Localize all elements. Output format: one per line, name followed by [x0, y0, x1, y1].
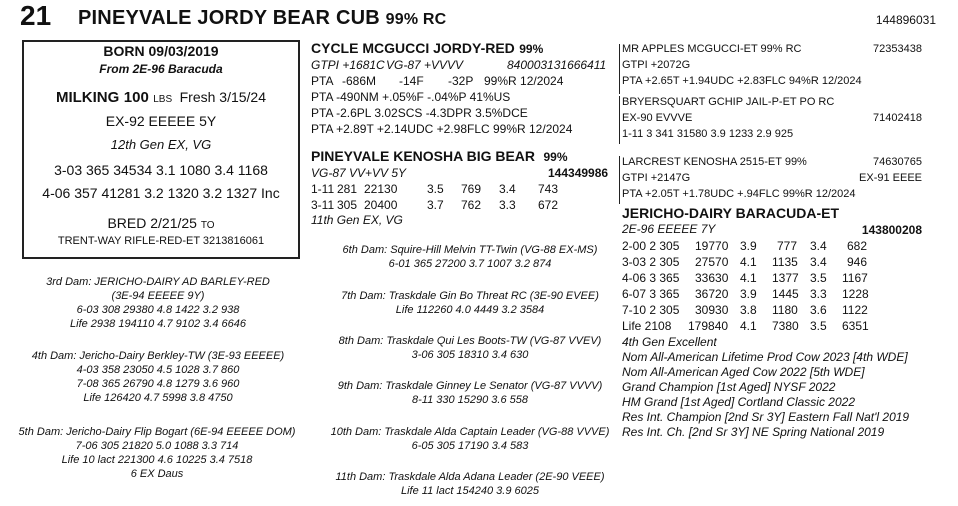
- dam-line: 3-06 305 18310 3.4 630: [411, 349, 529, 361]
- rec-age: Life 2108: [622, 319, 672, 333]
- pta-label: PTA: [311, 74, 334, 88]
- honor-line: Nom All-American Aged Cow 2022 [5th WDE]: [622, 365, 865, 379]
- dam-dam-honors: [622, 335, 909, 440]
- rec-days: 305: [337, 198, 358, 212]
- dam-dam-class: 2E-96 EEEEE 7Y: [622, 222, 716, 236]
- rec-fat: 7380: [772, 319, 799, 333]
- honor-line: HM Grand [1st Aged] Cortland Classic 2022: [622, 395, 855, 409]
- dam-line: 6-03 308 29380 4.8 1422 3.2 938: [76, 304, 240, 316]
- dam-line: 10th Dam: Traskdale Alda Captain Leader (VG-88 VVVE): [330, 426, 610, 438]
- sire-name-line: [311, 40, 543, 58]
- ninth-dam: [320, 379, 620, 407]
- rec-age: 1-11: [311, 182, 335, 196]
- rec-milk: 36720: [695, 287, 729, 301]
- dam-dam-records: [622, 239, 942, 335]
- sire-gtpi: GTPI +1681C: [311, 58, 385, 72]
- from-dam: From 2E-96 Baracuda: [99, 62, 223, 76]
- rec-fat: 777: [777, 239, 798, 253]
- bred-sire: TRENT-WAY RIFLE-RED-ET 3213816061: [57, 235, 265, 247]
- rec-age: 3-11: [311, 198, 335, 212]
- dam-line: Life 112260 4.0 4449 3.2 3584: [395, 304, 545, 316]
- sire-sire-pta: PTA +2.65T +1.94UDC +2.83FLC 94%R 12/2024: [622, 75, 862, 87]
- bracket-line: [619, 156, 620, 204]
- cow-reg-number: 144896031: [875, 13, 936, 27]
- dam-line: 4-03 358 23050 4.5 1028 3.7 860: [76, 364, 240, 376]
- fourth-dam: [8, 349, 308, 405]
- rec-prot: 946: [847, 255, 868, 269]
- dam-sire-reg: 74630765: [873, 156, 922, 168]
- rec-age: 3-03 2 305: [622, 255, 680, 269]
- dam-line: Life 10 lact 221300 4.6 10225 3.4 7518: [61, 454, 253, 466]
- rec-fat: 1135: [772, 255, 798, 269]
- rec-prot: 1228: [842, 287, 869, 301]
- sire-classification: VG-87 +VVVV: [386, 58, 464, 72]
- sire-pta-line: PTA -2.6PL 3.02SCS -4.3DPR 3.5%DCE: [311, 106, 528, 120]
- rec-fat-pct: 4.1: [740, 319, 757, 333]
- eleventh-dam: [320, 470, 620, 498]
- cow-info-box: [22, 40, 300, 259]
- cow-name: PINEYVALE JORDY BEAR CUB: [78, 7, 380, 29]
- rec-fat: 762: [461, 198, 482, 212]
- sire-reg: 840003131666411: [507, 58, 607, 72]
- bracket-line: [619, 96, 620, 144]
- milking-label: MILKING: [55, 89, 120, 106]
- rec-prot-pct: 3.5: [810, 319, 827, 333]
- sire-pta-line: [311, 74, 611, 88]
- rec-milk: 30930: [695, 303, 729, 317]
- fifth-dam: [2, 425, 312, 481]
- rec-prot-pct: 3.5: [810, 271, 827, 285]
- sire-dam-class: EX-90 EVVVE: [622, 112, 693, 124]
- honor-line: Grand Champion [1st Aged] NYSF 2022: [622, 380, 836, 394]
- bred-to: TO: [200, 220, 215, 231]
- rec-prot: 1122: [842, 303, 868, 317]
- rec-fat-pct: 3.9: [740, 287, 757, 301]
- seventh-dam: [320, 289, 620, 317]
- sire-sire-gtpi: GTPI +2072G: [622, 59, 691, 71]
- cow-rc-percent: 99% RC: [385, 11, 447, 28]
- rec-age: 4-06 3 365: [622, 271, 680, 285]
- dam-sire-gtpi: GTPI +2147G: [622, 172, 691, 184]
- rec-fat-pct: 3.7: [427, 198, 444, 212]
- rec-age: 6-07 3 365: [622, 287, 680, 301]
- dam-classification: VG-87 VV+VV 5Y: [311, 166, 407, 180]
- rec-prot-pct: 3.4: [499, 182, 516, 196]
- sire-dam-reg: 71402418: [873, 112, 922, 124]
- dam-line: 8th Dam: Traskdale Qui Les Boots-TW (VG-87 VVEV): [338, 335, 602, 347]
- rec-fat-pct: 3.5: [427, 182, 444, 196]
- dam-line: 6-05 305 17190 3.4 583: [411, 440, 529, 452]
- rec-age: 7-10 2 305: [622, 303, 680, 317]
- dam-line: 11th Dam: Traskdale Alda Adana Leader (2E-90 VEEE): [335, 471, 605, 483]
- dam-line: 6th Dam: Squire-Hill Melvin TT-Twin (VG-88 EX-MS): [342, 244, 598, 256]
- sire-pta-line: PTA -490NM +.05%F -.04%P 41%US: [311, 90, 511, 104]
- record-row: [622, 239, 942, 255]
- dam-record: [311, 182, 611, 196]
- honor-line: Nom All-American Lifetime Prod Cow 2023 [4th WDE]: [622, 350, 908, 364]
- sire-gtpi-line: [311, 58, 611, 72]
- bred-line: [24, 215, 298, 231]
- dam-line: 7-06 305 21820 5.0 1088 3.3 714: [75, 440, 239, 452]
- rec-days: 281: [337, 182, 358, 196]
- bred-label: BRED: [107, 215, 147, 231]
- rec-fat-pct: 3.9: [740, 239, 757, 253]
- sire-pct: 99%: [519, 42, 544, 56]
- bracket-line: [619, 44, 620, 94]
- dam-dam-reg: 143800208: [861, 223, 922, 237]
- third-dam: [8, 275, 308, 331]
- rec-fat: 769: [461, 182, 482, 196]
- dam-record: [311, 198, 611, 212]
- tenth-dam: [320, 425, 620, 453]
- pta-value: -14F: [399, 74, 424, 88]
- bred-date: 2/21/25: [150, 215, 197, 231]
- dam-line: Life 2938 194110 4.7 9102 3.4 6646: [70, 318, 246, 330]
- rec-prot: 682: [847, 239, 868, 253]
- lot-number: 21: [20, 0, 52, 31]
- record-row: [622, 255, 942, 271]
- milking-value: 100: [123, 89, 149, 106]
- rec-prot-pct: 3.3: [810, 287, 827, 301]
- dam-reg: 144349986: [548, 166, 609, 180]
- dam-line: 8-11 330 15290 3.6 558: [411, 394, 528, 406]
- sire-dam-record: 1-11 3 341 31580 3.9 1233 2.9 925: [622, 128, 794, 140]
- rec-prot: 1167: [842, 271, 868, 285]
- rec-prot-pct: 3.4: [810, 255, 827, 269]
- rec-milk: 20400: [364, 198, 398, 212]
- rec-fat: 1445: [772, 287, 799, 301]
- rec-prot-pct: 3.6: [810, 303, 827, 317]
- rec-milk: 22130: [364, 182, 398, 196]
- dam-name-line: [311, 148, 568, 166]
- record-row: [622, 303, 942, 319]
- born-date: BORN 09/03/2019: [103, 43, 219, 59]
- honor-line: 4th Gen Excellent: [622, 335, 717, 349]
- dam-line: 9th Dam: Traskdale Ginney Le Senator (VG-87 VVVV): [337, 380, 603, 392]
- honor-line: Res Int. Ch. [2nd Sr 3Y] NE Spring National 2019: [622, 425, 885, 439]
- dam-line: 5th Dam: Jericho-Dairy Flip Bogart (6E-94 EEEEE DOM): [18, 426, 296, 438]
- record-row: [622, 287, 942, 303]
- rec-fat-pct: 4.1: [740, 255, 757, 269]
- honor-line: Res Int. Champion [2nd Sr 3Y] Eastern Fall Nat'l 2019: [622, 410, 910, 424]
- rec-fat: 1377: [772, 271, 799, 285]
- sire-sire-reg: 72353438: [873, 43, 922, 55]
- rec-milk: 33630: [695, 271, 729, 285]
- cow-record: 3-03 365 34534 3.1 1080 3.4 1168: [54, 162, 268, 178]
- sire-sire-name: MR APPLES MCGUCCI-ET 99% RC: [622, 43, 802, 55]
- rec-prot: 6351: [842, 319, 869, 333]
- rec-prot-pct: 3.3: [499, 198, 516, 212]
- cow-generation: 12th Gen EX, VG: [110, 137, 212, 152]
- pta-reliability: 99%R 12/2024: [484, 74, 564, 88]
- dam-generation: 11th Gen EX, VG: [311, 213, 403, 227]
- milking-unit: LBS: [153, 94, 173, 105]
- dam-pct: 99%: [543, 150, 568, 164]
- rec-prot: 672: [538, 198, 559, 212]
- eighth-dam: [320, 334, 620, 362]
- dam-line: 7-08 365 26790 4.8 1279 3.6 960: [76, 378, 240, 390]
- pta-value: -32P: [448, 74, 474, 88]
- rec-milk: 19770: [695, 239, 729, 253]
- dam-line: 6 EX Daus: [130, 468, 184, 480]
- cow-classification: EX-92 EEEEE 5Y: [105, 113, 217, 129]
- rec-prot-pct: 3.4: [810, 239, 827, 253]
- dam-line: 4th Dam: Jericho-Dairy Berkley-TW (3E-93 EEEEE): [31, 350, 285, 362]
- rec-age: 2-00 2 305: [622, 239, 680, 253]
- dam-sire-pta: PTA +2.05T +1.78UDC +.94FLC 99%R 12/2024: [622, 188, 856, 200]
- record-row: [622, 271, 942, 287]
- rec-fat-pct: 4.1: [740, 271, 757, 285]
- cow-record: 4-06 357 41281 3.2 1320 3.2 1327 Inc: [42, 185, 280, 201]
- rec-milk: 179840: [688, 319, 729, 333]
- milking-line: [24, 89, 298, 107]
- sire-pta-line: PTA +2.89T +2.14UDC +2.98FLC 99%R 12/2024: [311, 122, 573, 136]
- rec-prot: 743: [538, 182, 559, 196]
- dam-sire-name: LARCREST KENOSHA 2515-ET 99%: [622, 156, 807, 168]
- dam-name: PINEYVALE KENOSHA BIG BEAR: [311, 148, 536, 164]
- sixth-dam: [320, 243, 620, 271]
- pta-value: -686M: [342, 74, 377, 88]
- fresh-date: Fresh 3/15/24: [179, 89, 266, 105]
- cow-title: [78, 7, 446, 30]
- dam-dam-name: JERICHO-DAIRY BARACUDA-ET: [622, 205, 840, 221]
- sire-dam-name: BRYERSQUART GCHIP JAIL-P-ET PO RC: [622, 96, 835, 108]
- dam-sire-class: EX-91 EEEE: [859, 172, 922, 184]
- rec-fat-pct: 3.8: [740, 303, 757, 317]
- record-row: [622, 319, 942, 335]
- sire-name: CYCLE MCGUCCI JORDY-RED: [311, 40, 515, 56]
- dam-line: Life 11 lact 154240 3.9 6025: [400, 485, 540, 497]
- dam-line: 3rd Dam: JERICHO-DAIRY AD BARLEY-RED: [46, 276, 270, 288]
- dam-line: Life 126420 4.7 5998 3.8 4750: [83, 392, 233, 404]
- rec-fat: 1180: [772, 303, 798, 317]
- dam-line: 6-01 365 27200 3.7 1007 3.2 874: [388, 258, 552, 270]
- dam-line: (3E-94 EEEEE 9Y): [111, 290, 205, 302]
- rec-milk: 27570: [695, 255, 729, 269]
- dam-line: 7th Dam: Traskdale Gin Bo Threat RC (3E-90 EVEE): [341, 290, 599, 302]
